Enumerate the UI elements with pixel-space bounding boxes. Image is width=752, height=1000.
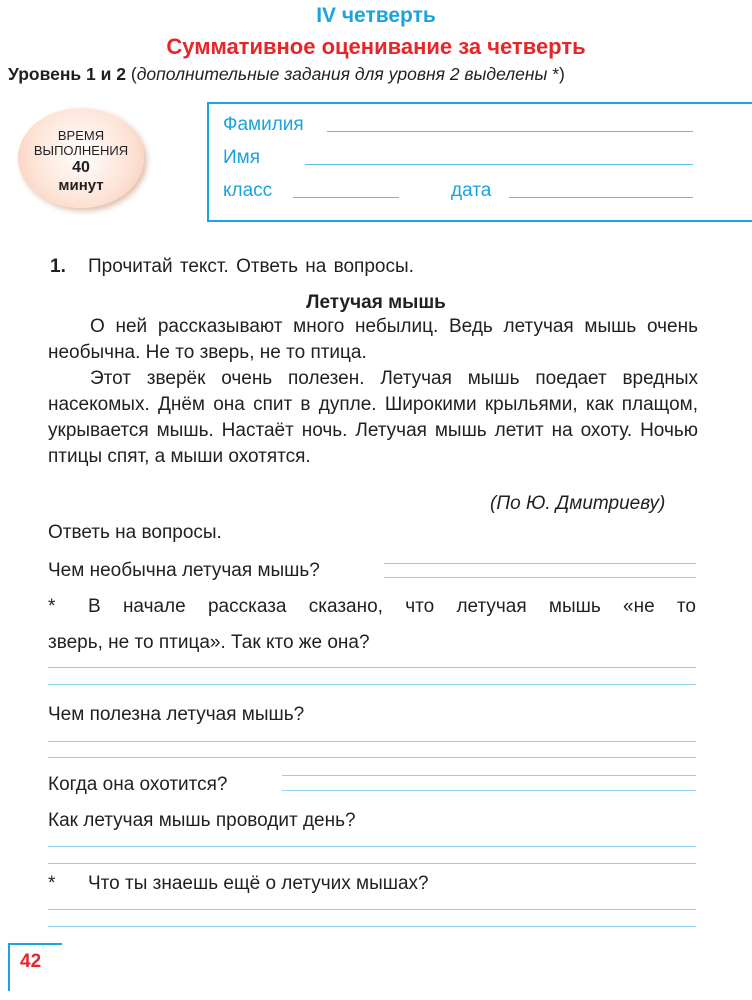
answer-line[interactable]: [282, 790, 696, 791]
badge-unit: минут: [58, 177, 104, 194]
question-2-line2: зверь, не то птица». Так кто же она?: [48, 632, 370, 653]
time-badge: [18, 108, 144, 208]
page-number: 42: [20, 951, 42, 972]
level-paren-open: (: [130, 64, 137, 84]
level-label: Уровень 1 и 2: [8, 64, 126, 84]
answer-line[interactable]: [48, 741, 696, 742]
answer-line[interactable]: [48, 909, 696, 910]
answer-line[interactable]: [48, 926, 696, 927]
question-1: Чем необычна летучая мышь?: [48, 560, 320, 581]
story-text: [48, 314, 698, 470]
badge-line2: ВЫПОЛНЕНИЯ: [33, 143, 129, 158]
assessment-title: Суммативное оценивание за четверть: [166, 34, 586, 59]
answer-line[interactable]: [384, 577, 696, 578]
name-label: Имя: [223, 147, 261, 168]
task-instruction: Прочитай текст. Ответь на вопросы.: [88, 256, 414, 277]
badge-line1: ВРЕМЯ: [57, 128, 105, 143]
star-marker: *: [48, 873, 56, 894]
class-field[interactable]: [293, 197, 399, 198]
story-author: (По Ю. Дмитриеву): [490, 493, 666, 514]
story-title: Летучая мышь: [306, 292, 446, 313]
answer-line[interactable]: [384, 563, 696, 564]
answer-line[interactable]: [48, 684, 696, 685]
answer-line[interactable]: [48, 846, 696, 847]
task-number: 1.: [50, 256, 66, 277]
level-note: дополнительные задания для уровня 2 выделены: [136, 64, 548, 84]
question-5: Как летучая мышь проводит день?: [48, 810, 356, 831]
level-paren-close: *): [547, 64, 565, 84]
answer-line[interactable]: [48, 757, 696, 758]
star-marker: *: [48, 596, 56, 617]
badge-number: 40: [72, 159, 90, 176]
story-paragraph-1: О ней рассказывают много небылиц. Ведь летучая мышь очень необычна. Не то зверь, не то птица.: [48, 316, 698, 363]
answer-line[interactable]: [48, 863, 696, 864]
quarter-heading: IV четверть: [316, 4, 436, 27]
name-field[interactable]: [305, 164, 693, 165]
student-info-box: [207, 102, 752, 222]
question-4: Когда она охотится?: [48, 774, 228, 795]
question-2-line1: В начале рассказа сказано, что летучая мышь «не то: [88, 596, 696, 617]
answer-line[interactable]: [48, 667, 696, 668]
surname-label: Фамилия: [223, 114, 304, 135]
surname-field[interactable]: [327, 131, 693, 132]
class-label: класс: [223, 180, 273, 201]
question-6: Что ты знаешь ещё о летучих мышах?: [88, 873, 429, 894]
date-label: дата: [451, 180, 492, 201]
answer-line[interactable]: [282, 775, 696, 776]
level-line: [8, 64, 565, 85]
story-paragraph-2: Этот зверёк очень полезен. Летучая мышь поедает вредных насекомых. Днём она спит в дупле. Широкими крыльями, как плащом, укрывается мышь. Настаёт ночь. Летучая мышь летит на охоту. Ночью птицы спят, а мыши охотятся.: [48, 368, 698, 467]
answer-prompt: Ответь на вопросы.: [48, 522, 222, 543]
question-3: Чем полезна летучая мышь?: [48, 704, 305, 725]
date-field[interactable]: [509, 197, 693, 198]
